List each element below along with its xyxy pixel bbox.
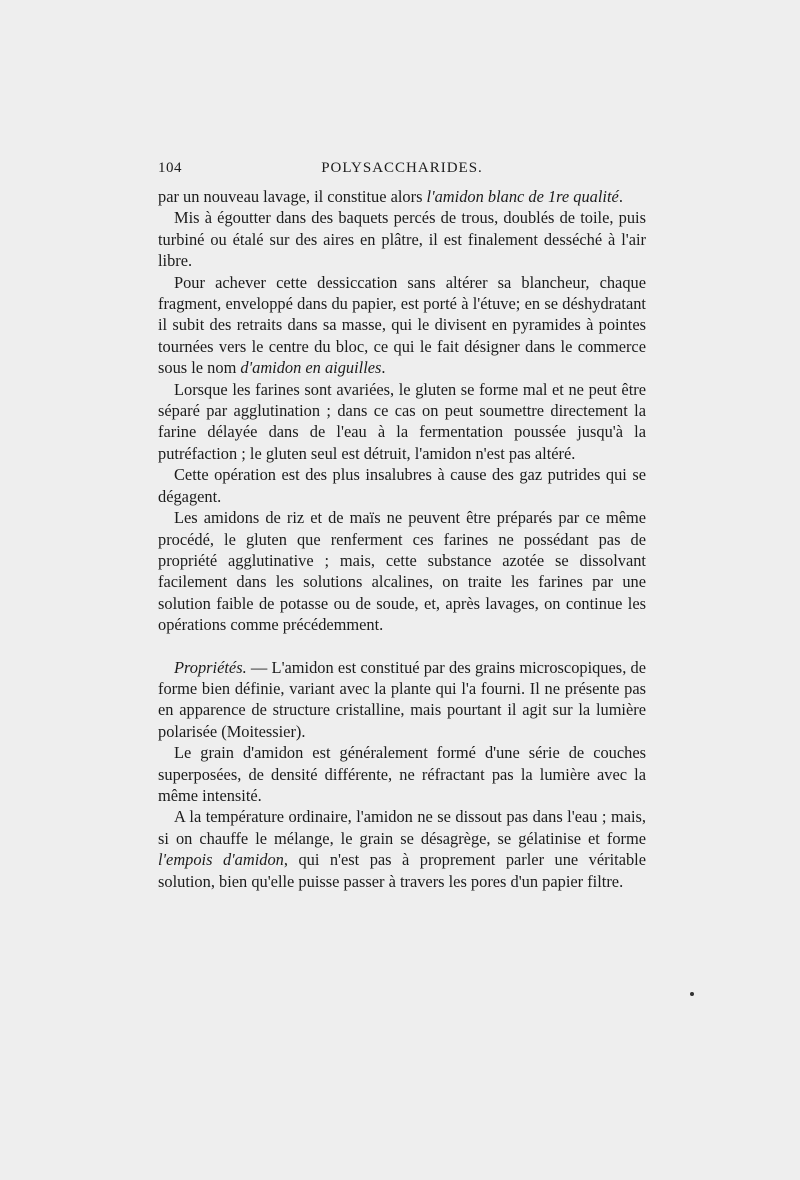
paragraph-4: Lorsque les farines sont avariées, le gluten se forme mal et ne peut être séparé par agglutination ; dans ce cas on peut soumettre directement la farine délayée dans de l'eau à la fermentation poussée jusqu'à la putréfaction ; le gluten seul est détruit, l'amidon n'est pas altéré. — [158, 379, 646, 463]
body-text — [158, 186, 646, 892]
section-gap — [158, 636, 646, 657]
paragraph-9: A la température ordinaire, l'amidon ne se dissout pas dans l'eau ; mais, si on chauffe le mélange, le grain se désagrège, se gélatinise et forme l'empois d'amidon, qui n'est pas à proprement parler une véritable solution, bien qu'elle puisse passer à travers les pores d'un papier filtre. — [158, 807, 646, 891]
scan-speck — [690, 992, 694, 996]
emphasis-amidon-aiguilles: d'amidon en aiguilles — [240, 358, 382, 378]
paragraph-6: Les amidons de riz et de maïs ne peuvent être préparés par ce même procédé, le gluten que renferment ces farines ne possédant pas de propriété agglutinative ; mais, cette substance azotée se dissolvant facilement dans les solutions alcalines, on traite les farines par une solution faible de potasse ou de soude, et, après lavages, on continue les opérations comme précédemment. — [158, 508, 646, 635]
paragraph-1: par un nouveau lavage, il constitue alors l'amidon blanc de 1re qualité. — [158, 187, 623, 206]
emphasis-empois: l'empois d'amidon — [158, 850, 284, 870]
emphasis-amidon-blanc: l'amidon blanc de 1re qualité — [426, 187, 619, 206]
running-header — [158, 160, 646, 180]
paragraph-3: Pour achever cette dessiccation sans altérer sa blancheur, chaque fragment, enveloppé dans du papier, est porté à l'étuve; en se déshydratant il subit des retraits dans sa masse, qui le divisent en pyramides à pointes tournées vers le centre du bloc, ce qui le fait désigner dans le commerce sous le nom d'amidon en aiguilles. — [158, 272, 646, 378]
paragraph-2: Mis à égoutter dans des baquets percés de trous, doublés de toile, puis turbiné ou étalé sur des aires en plâtre, il est finalement desséché à l'air libre. — [158, 208, 646, 271]
section-heading-proprietes: Propriétés. — [174, 657, 247, 677]
paragraph-5: Cette opération est des plus insalubres à cause des gaz putrides qui se dégagent. — [158, 465, 646, 506]
paragraph-8: Le grain d'amidon est généralement formé d'une série de couches superposées, de densité différente, ne réfractant pas la lumière avec la même intensité. — [158, 743, 646, 805]
page-number: 104 — [158, 160, 182, 176]
paragraph-7: Propriétés. — L'amidon est constitué par des grains microscopiques, de forme bien définie, variant avec la plante qui l'a fourni. Il ne présente pas en apparence de structure cristalline, mais pourtant il agit sur la lumière polarisée (Moitessier). — [158, 657, 646, 741]
running-title: POLYSACCHARIDES. — [321, 160, 483, 176]
